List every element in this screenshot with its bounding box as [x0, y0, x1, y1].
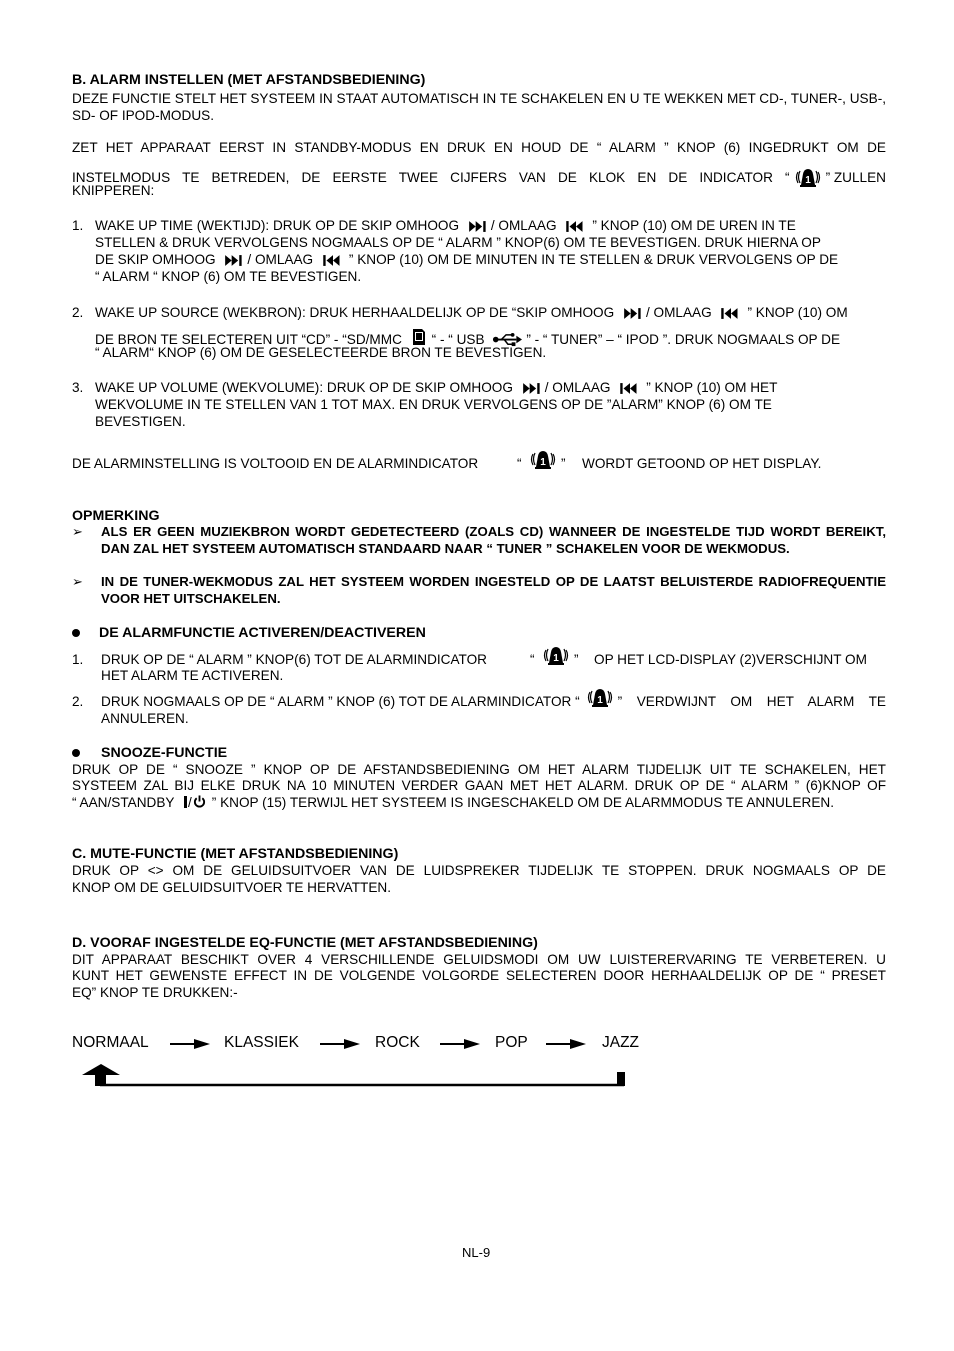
snooze-title: SNOOZE-FUNCTIE [101, 745, 228, 761]
step-1-text: DE SKIP OMHOOG [95, 252, 216, 267]
page-number: NL-9 [462, 1245, 491, 1260]
snooze-text: ” KNOP (15) TERWIJL HET SYSTEEM IS INGESCHAKELD OM DE ALARMMODUS TE ANNULEREN. [211, 795, 834, 810]
step-2-text: ” KNOP (10) OM [747, 305, 848, 320]
quote-close: ” [561, 456, 566, 471]
arrow-up-icon [82, 1064, 120, 1075]
step-2-text: / OMLAAG [645, 305, 712, 320]
step-3-text: WAKE UP VOLUME (WEKVOLUME): DRUK OP DE SKIP OMHOOG [95, 380, 513, 395]
bullet-arrow: ➢ [72, 574, 83, 589]
step-1-line4: “ ALARM “ KNOP (6) OM TE BEVESTIGEN. [95, 269, 362, 284]
section-d-line3: EQ” KNOP TE DRUKKEN:- [72, 985, 238, 1000]
sd-card-icon [412, 328, 426, 346]
snooze-text: “ AAN/STANDBY [72, 795, 175, 810]
skip-back-icon [322, 254, 344, 267]
eq-mode-normaal: NORMAAL [72, 1034, 149, 1051]
arrow-right-icon [440, 1038, 480, 1050]
snooze-line2: SYSTEEM ZAL BIJ ELKE DRUK NA 10 MINUTEN VERDER GAAN MET HET ALARM. DRUK OP DE “ ALARM ” (6)KNOP OF [72, 778, 886, 793]
bullet-arrow: ➢ [72, 524, 83, 539]
step-1-text: ” KNOP (10) OM DE MINUTEN IN TE STELLEN & DRUK VERVOLGENS OP DE [348, 252, 839, 267]
step-2-text: DE BRON TE SELECTEREN UIT “CD” - “SD/MMC [95, 332, 402, 347]
step-2-line3: “ ALARM“ KNOP (6) OM DE GESELECTEERDE BRON TE BEVESTIGEN. [95, 345, 547, 360]
quote-open: “ [530, 652, 535, 667]
step-number: 2. [72, 694, 84, 709]
bullet-dot [72, 749, 80, 757]
alarm-bell-icon [529, 448, 557, 472]
snooze-line3: “ AAN/STANDBY / ” KNOP (15) TERWIJL HET SYSTEEM IS INGESCHAKELD OM DE ALARMMODUS TE ANNULEREN. [72, 795, 834, 810]
alarm-bell-icon [794, 166, 822, 190]
step-1-line2: STELLEN & DRUK VERVOLGENS NOGMAALS OP DE “ ALARM ” KNOP(6) OM TE BEVESTIGEN. DRUK HIERNA OP [95, 235, 821, 250]
activate-title: DE ALARMFUNCTIE ACTIVEREN/DEACTIVEREN [99, 625, 426, 641]
power-standby-icon [193, 795, 206, 808]
skip-back-icon [565, 220, 587, 233]
skip-back-icon [619, 382, 641, 395]
step-2-text: “ - “ USB [431, 332, 485, 347]
alarm-done-text-end: WORDT GETOOND OP HET DISPLAY. [582, 456, 822, 471]
alarm-done-text: DE ALARMINSTELLING IS VOLTOOID EN DE ALARMINDICATOR [72, 456, 479, 471]
note-item-2: IN DE TUNER-WEKMODUS ZAL HET SYSTEEM WORDEN INGESTELD OP DE LAATST BELUISTERDE RADIOFREQUENTIE VOOR HET UITSCHAKELEN. [101, 574, 886, 606]
note-item-1: ALS ER GEEN MUZIEKBRON WORDT GEDETECTEERD (ZOALS CD) WANNEER DE INGESTELDE TIJD WORDT BEREIKT, DAN ZAL HET SYSTEEM AUTOMATISCH STANDAARD NAAR “ TUNER ” SCHAKELEN VOOR DE WEKMODUS. [101, 524, 886, 556]
quote-close: ” [574, 652, 579, 667]
eq-mode-rock: ROCK [375, 1034, 420, 1051]
skip-forward-icon [469, 220, 491, 233]
arrow-right-icon [320, 1038, 360, 1050]
section-c-line2: KNOP OM DE GELUIDSUITVOER TE HERVATTEN. [72, 880, 392, 895]
activate-step-2-line2: ANNULEREN. [101, 711, 189, 726]
snooze-line1: DRUK OP DE “ SNOOZE ” KNOP OP DE AFSTANDSBEDIENING OM HET ALARM TIJDELIJK UIT TE SCHAKELEN, HET [72, 762, 886, 777]
skip-forward-icon [225, 254, 247, 267]
activate-step-1-line2: HET ALARM TE ACTIVEREN. [101, 668, 284, 683]
step-3-text: / OMLAAG [544, 380, 611, 395]
quote-open: “ [517, 456, 522, 471]
activate-step-1-text: DRUK OP DE “ ALARM ” KNOP(6) TOT DE ALARMINDICATOR [101, 652, 487, 667]
skip-back-icon [720, 307, 742, 320]
section-b-p1-end: ” ZULLEN [825, 169, 886, 185]
eq-mode-jazz: JAZZ [602, 1034, 640, 1051]
step-1-text: ” KNOP (10) OM DE UREN IN TE [592, 218, 796, 233]
section-b-p1-line1: ZET HET APPARAAT EERST IN STANDBY-MODUS EN DRUK EN HOUD DE “ ALARM ” KNOP (6) INGEDRUKT OM DE [72, 140, 886, 155]
alarm-bell-icon [586, 686, 614, 710]
step-number: 1. [72, 218, 84, 233]
step-2-line1 [95, 305, 886, 322]
section-c-line1: DRUK OP <> OM DE GELUIDSUITVOER VAN DE LUIDSPREKER TIJDELIJK TE STOPPEN. DRUK NOGMAALS OP DE [72, 863, 886, 878]
arrow-right-icon [546, 1038, 586, 1050]
section-b-title: B. ALARM INSTELLEN (MET AFSTANDSBEDIENING) [72, 72, 426, 88]
step-number: 2. [72, 305, 84, 320]
section-d-title: D. VOORAF INGESTELDE EQ-FUNCTIE (MET AFSTANDSBEDIENING) [72, 935, 538, 951]
bullet-dot [72, 629, 80, 637]
skip-forward-icon [523, 382, 545, 395]
eq-mode-pop: POP [495, 1034, 528, 1051]
section-b-p1-line3: KNIPPEREN: [72, 183, 155, 198]
alarm-bell-icon [542, 644, 570, 668]
activate-step-2-line1 [101, 694, 886, 711]
section-b-p1-text: INSTELMODUS TE BETREDEN, DE EERSTE TWEE CIJFERS VAN DE KLOK EN DE INDICATOR “ [72, 169, 790, 185]
step-2-text: WAKE UP SOURCE (WEKBRON): DRUK HERHAALDELIJK OP DE “SKIP OMHOOG [95, 305, 615, 320]
section-d-line2: KUNT HET GEWENSTE EFFECT IN DE VOLGENDE VOLGORDE SELECTEREN DOOR HERHAALDELIJK OP DE “ PRESET [72, 968, 886, 983]
activate-step-2-text: ” VERDWIJNT OM HET ALARM TE [617, 694, 886, 709]
step-1-line3 [95, 252, 886, 269]
step-3-line2: WEKVOLUME IN TE STELLEN VAN 1 TOT MAX. EN DRUK VERVOLGENS OP DE ”ALARM” KNOP (6) OM TE [95, 397, 772, 412]
step-3-line3: BEVESTIGEN. [95, 414, 186, 429]
step-1-line1 [95, 218, 886, 235]
section-b-p1-line2 [72, 166, 886, 190]
activate-step-2-text: DRUK NOGMAALS OP DE “ ALARM ” KNOP (6) TOT DE ALARMINDICATOR “ [101, 694, 580, 709]
step-1-text: / OMLAAG [490, 218, 557, 233]
skip-forward-icon [624, 307, 646, 320]
arrow-right-icon [170, 1038, 210, 1050]
eq-return-loop [80, 1060, 640, 1090]
standby-bar-icon [184, 796, 187, 808]
step-2-text: ” - “ TUNER” – “ IPOD ”. DRUK NOGMAALS OP DE [526, 332, 841, 347]
section-b-intro: DEZE FUNCTIE STELT HET SYSTEEM IN STAAT AUTOMATISCH IN TE SCHAKELEN EN U TE WEKKEN MET CD-, TUNER-, USB-, SD- OF IPOD-MODUS. [72, 91, 886, 123]
eq-mode-klassiek: KLASSIEK [224, 1034, 299, 1051]
section-d-line1: DIT APPARAAT BESCHIKT OVER 4 VERSCHILLENDE GELUIDSMODI OM UW LUISTERERVARING TE VERBETEREN. U [72, 952, 886, 967]
step-number: 1. [72, 652, 84, 667]
step-number: 3. [72, 380, 84, 395]
activate-step-1-text-end: OP HET LCD-DISPLAY (2)VERSCHIJNT OM [594, 652, 867, 667]
step-1-text: WAKE UP TIME (WEKTIJD): DRUK OP DE SKIP OMHOOG [95, 218, 460, 233]
step-3-text: ” KNOP (10) OM HET [646, 380, 778, 395]
note-title: OPMERKING [72, 508, 160, 524]
section-c-title: C. MUTE-FUNCTIE (MET AFSTANDSBEDIENING) [72, 846, 399, 862]
step-1-text: / OMLAAG [247, 252, 314, 267]
step-3-line1 [95, 380, 886, 397]
